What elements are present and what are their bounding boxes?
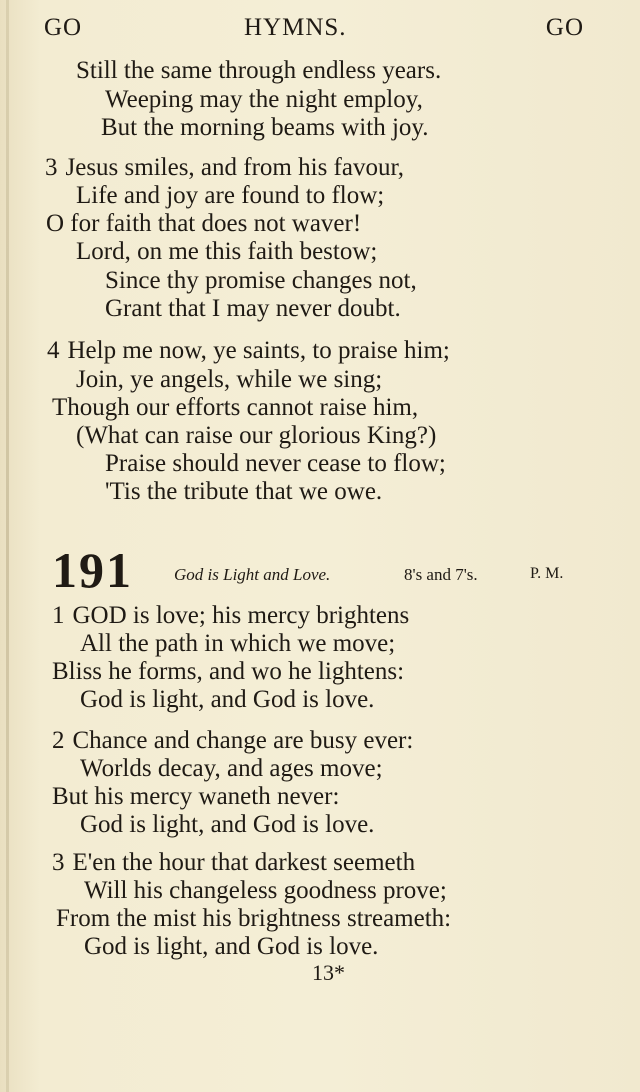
header-left-catchword: GO: [44, 14, 83, 41]
running-header: [44, 14, 584, 46]
continuation-line: Still the same through endless years.: [76, 57, 442, 84]
verse-line: Since thy promise changes not,: [105, 267, 417, 294]
hymn-title: God is Light and Love.: [174, 565, 331, 584]
verse-line: [52, 727, 413, 755]
verse-line: O for faith that does not waver!: [46, 210, 362, 237]
hymn-heading: [52, 542, 592, 598]
verse-line: Praise should never cease to flow;: [105, 450, 446, 477]
page-signature: 13*: [312, 960, 345, 985]
verse-text: GOD is love; his mercy brightens: [72, 602, 410, 629]
verse-number: 1: [52, 602, 65, 629]
continuation-line: But the morning beams with joy.: [101, 114, 429, 141]
verse-line: Worlds decay, and ages move;: [80, 755, 383, 782]
verse-line: 'Tis the tribute that we owe.: [105, 478, 383, 505]
verse-line: Will his changeless goodness prove;: [84, 877, 447, 904]
verse-number: 4: [47, 337, 60, 364]
verse-text: E'en the hour that darkest seemeth: [72, 849, 416, 876]
verse-line: Lord, on me this faith bestow;: [76, 238, 378, 265]
verse-text: Jesus smiles, and from his favour,: [65, 154, 405, 181]
verse-line: From the mist his brightness streameth:: [56, 905, 452, 932]
verse-text: Help me now, ye saints, to praise him;: [67, 337, 450, 364]
verse-line: God is light, and God is love.: [80, 686, 375, 713]
binding-edge: [6, 0, 9, 1092]
continuation-line: Weeping may the night employ,: [105, 86, 423, 113]
hymn-meter-abbrev: P. M.: [530, 565, 564, 582]
verse-number: 3: [52, 849, 65, 876]
verse-text: Chance and change are busy ever:: [72, 727, 414, 754]
verse-line: Grant that I may never doubt.: [105, 295, 401, 322]
verse-line: Join, ye angels, while we sing;: [76, 366, 383, 393]
verse-line: [52, 602, 409, 630]
verse-line: Though our efforts cannot raise him,: [52, 394, 419, 421]
verse-line: God is light, and God is love.: [84, 933, 379, 960]
verse-line: Bliss he forms, and wo he lightens:: [52, 658, 405, 685]
verse-number: 2: [52, 727, 65, 754]
verse-line: Life and joy are found to flow;: [76, 182, 385, 209]
verse-line: [52, 849, 415, 877]
verse-number: 3: [45, 154, 58, 181]
verse-line: (What can raise our glorious King?): [76, 422, 437, 449]
verse-line: But his mercy waneth never:: [52, 783, 340, 810]
verse-line: [45, 154, 404, 182]
header-title: HYMNS.: [244, 14, 347, 41]
verse-line: [47, 337, 450, 365]
verse-line: All the path in which we move;: [80, 630, 396, 657]
verse-line: God is light, and God is love.: [80, 811, 375, 838]
hymn-meter: 8's and 7's.: [404, 565, 478, 584]
hymn-number: 191: [52, 542, 133, 598]
header-right-catchword: GO: [545, 14, 584, 41]
